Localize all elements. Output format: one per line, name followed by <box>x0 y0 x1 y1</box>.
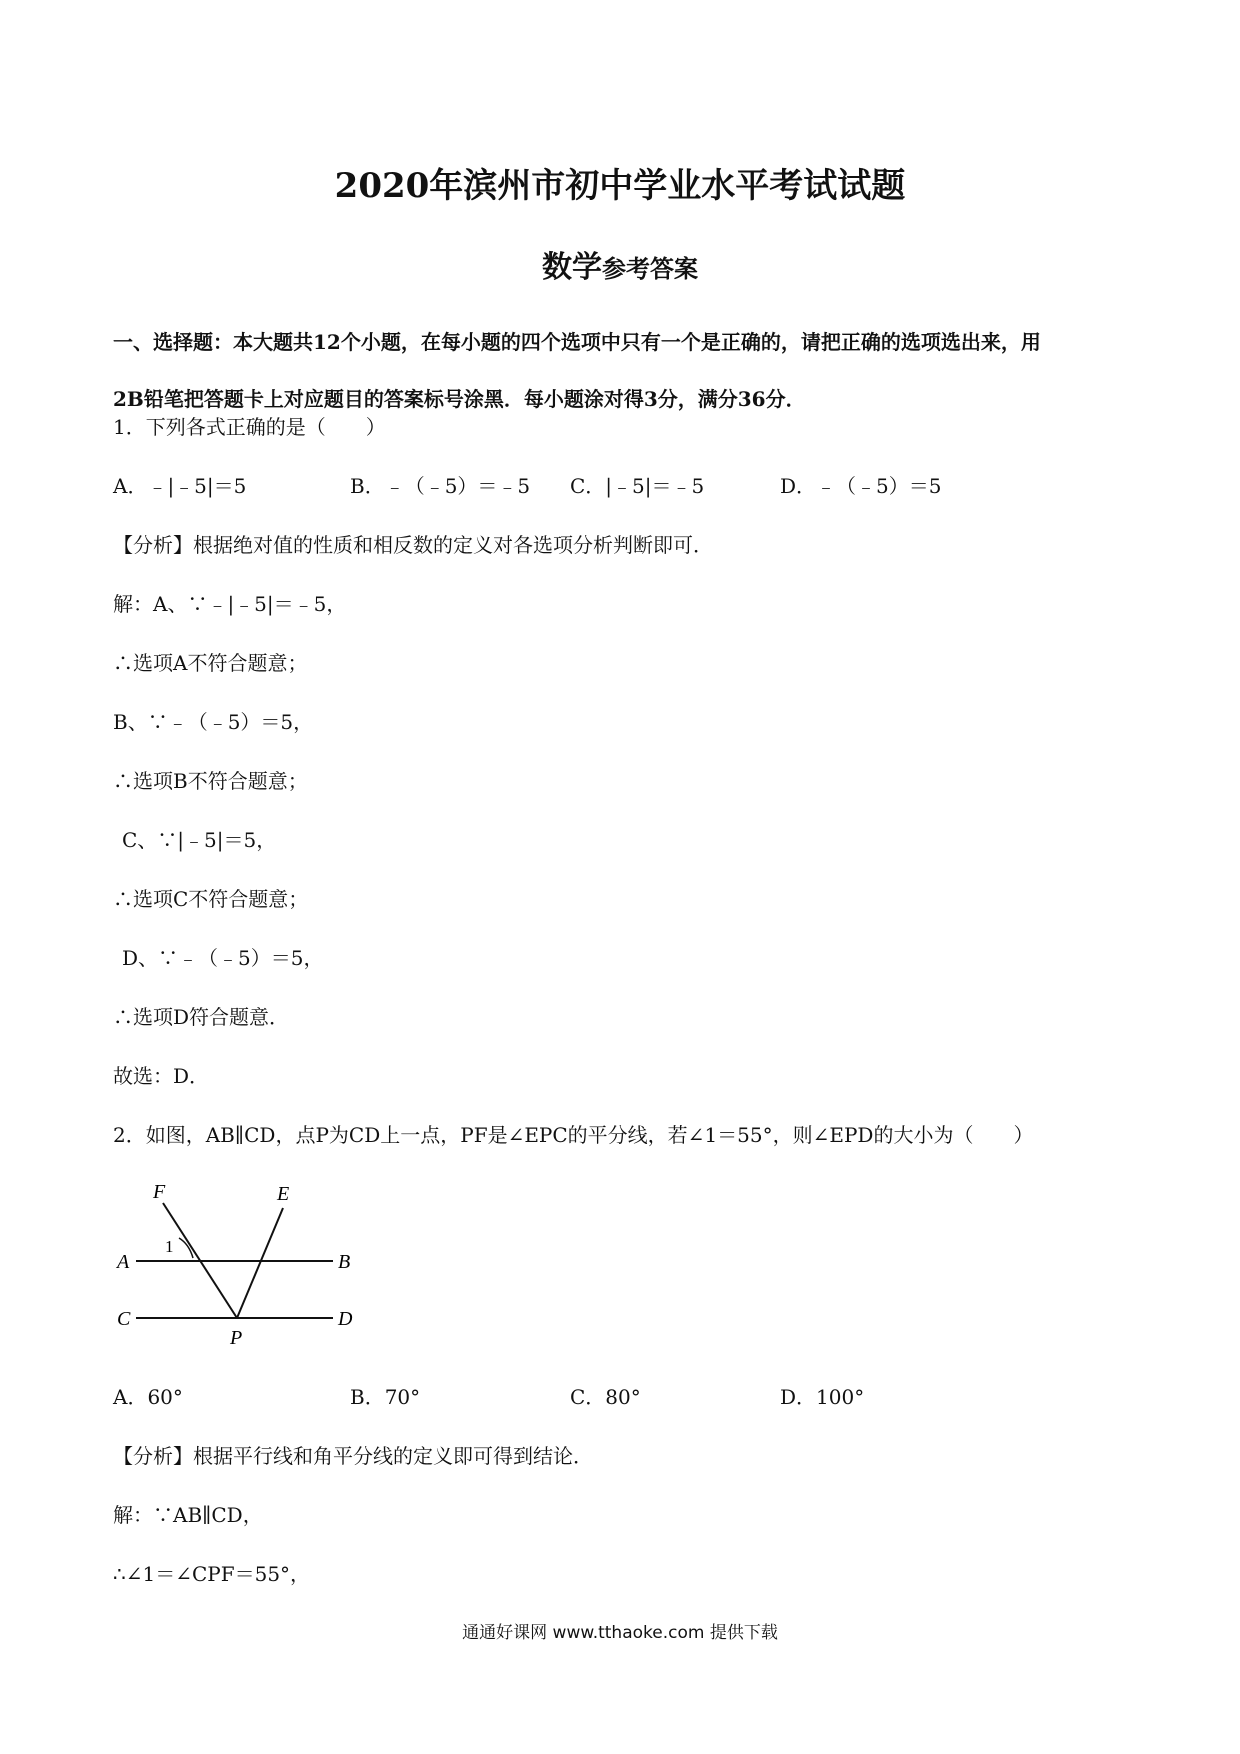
page-title: 2020年滨州市初中学业水平考试试题 <box>334 166 906 206</box>
q1-option-d: D．﹣（﹣5）＝5 <box>780 474 942 498</box>
q1-solution-line-7: D、∵﹣（﹣5）＝5， <box>122 946 324 970</box>
label-e: E <box>277 1183 290 1205</box>
q1-solution-line-9: 故选：D． <box>113 1064 210 1088</box>
section-instructions-line-2: 2B铅笔把答题卡上对应题目的答案标号涂黑．每小题涂对得3分，满分36分． <box>113 387 806 411</box>
q2-option-a: A．60° <box>113 1385 183 1409</box>
page-subtitle <box>0 242 1240 286</box>
q1-solution-line-5: C、∵|﹣5|＝5， <box>122 828 277 852</box>
q1-solution-line-4: ∴选项B不符合题意； <box>113 769 308 793</box>
label-c: C <box>117 1308 131 1330</box>
line-pe <box>237 1208 283 1318</box>
subtitle-main: 数学 <box>542 250 602 285</box>
q2-figure <box>113 1178 373 1348</box>
label-a: A <box>117 1251 130 1273</box>
subtitle-small: 参考答案 <box>602 254 698 283</box>
q1-solution-line-8: ∴选项D符合题意． <box>113 1005 290 1029</box>
label-angle-1: 1 <box>165 1237 174 1256</box>
q2-analysis: 【分析】根据平行线和角平分线的定义即可得到结论． <box>113 1444 593 1468</box>
q1-option-a: A．﹣|﹣5|＝5 <box>113 474 247 498</box>
q2-option-d: D．100° <box>780 1385 865 1409</box>
q1-option-b: B．﹣（﹣5）＝﹣5 <box>350 474 531 498</box>
q1-solution-line-3: B、∵﹣（﹣5）＝5， <box>113 710 314 734</box>
q2-solution-line-2: ∴∠1＝∠CPF＝55°， <box>113 1562 311 1586</box>
section-instructions <box>113 314 1133 428</box>
label-p: P <box>230 1327 243 1348</box>
q1-solution-line-6: ∴选项C不符合题意； <box>113 887 309 911</box>
q2-option-b: B．70° <box>350 1385 421 1409</box>
label-b: B <box>338 1251 351 1273</box>
q1-option-c: C．|﹣5|＝﹣5 <box>570 474 705 498</box>
label-d: D <box>338 1308 353 1330</box>
q1-solution-line-1: 解：A、∵﹣|﹣5|＝﹣5， <box>113 592 347 616</box>
q2-solution-line-1: 解：∵AB∥CD， <box>113 1503 263 1527</box>
q2-stem: 2．如图，AB∥CD，点P为CD上一点，PF是∠EPC的平分线，若∠1＝55°，则∠EPD的大小为（ ） <box>113 1123 1034 1147</box>
q1-stem: 1．下列各式正确的是（ ） <box>113 415 386 439</box>
q1-analysis: 【分析】根据绝对值的性质和相反数的定义对各选项分析判断即可． <box>113 533 713 557</box>
section-instructions-line-1: 一、选择题：本大题共12个小题，在每小题的四个选项中只有一个是正确的，请把正确的选项选出来，用 <box>113 330 1041 354</box>
page-footer: 通通好课网 www.tthaoke.com 提供下载 <box>462 1623 778 1643</box>
q1-solution-line-2: ∴选项A不符合题意； <box>113 651 308 675</box>
q2-option-c: C．80° <box>570 1385 641 1409</box>
label-f: F <box>153 1181 166 1203</box>
